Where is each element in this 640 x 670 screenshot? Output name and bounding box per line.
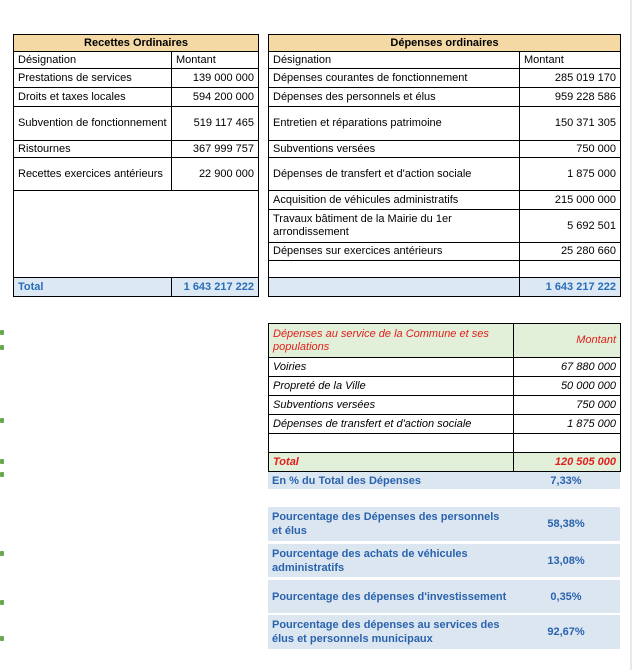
row-value: 367 999 757	[172, 141, 259, 158]
recettes-title: Recettes Ordinaires	[14, 35, 259, 52]
pct-investissement	[268, 580, 620, 613]
row-value: 215 000 000	[520, 191, 621, 210]
pct-personnels-elus	[268, 507, 620, 541]
row-value: 519 117 465	[172, 107, 259, 141]
row-label: Voiries	[269, 358, 514, 377]
row-value: 67 880 000	[514, 358, 621, 377]
row-label: Subventions versées	[269, 396, 514, 415]
pct-label: Pourcentage des Dépenses des personnels et élus	[272, 511, 500, 537]
recettes-col-montant: Montant	[172, 52, 259, 69]
row-label: Propreté de la Ville	[269, 377, 514, 396]
row-value: 959 228 586	[520, 88, 621, 107]
row-label: Dépenses de transfert et d'action sociale	[269, 415, 514, 434]
table-row	[269, 243, 621, 261]
margin-marker	[0, 636, 4, 641]
row-label: Dépenses courantes de fonctionnement	[269, 69, 520, 88]
pct-value: 13,08%	[547, 554, 585, 567]
table-row	[269, 191, 621, 210]
row-label: Acquisition de véhicules administratifs	[269, 191, 520, 210]
margin-marker	[0, 330, 4, 335]
empty-row	[14, 191, 259, 278]
row-label: Dépenses sur exercices antérieurs	[269, 243, 520, 261]
margin-marker	[0, 600, 4, 605]
total-row	[14, 278, 259, 297]
page-edge	[630, 0, 632, 670]
row-label: Prestations de services	[14, 69, 172, 88]
recettes-table	[13, 34, 259, 297]
table-row	[269, 377, 621, 396]
table-row	[269, 210, 621, 243]
margin-marker	[0, 345, 4, 350]
row-label: Travaux bâtiment de la Mairie du 1er arrondissement	[269, 210, 520, 243]
table-row	[269, 141, 621, 158]
row-value: 22 900 000	[172, 158, 259, 191]
table-row	[269, 358, 621, 377]
row-label: Subvention de fonctionnement	[14, 107, 172, 141]
total-value: 1 643 217 222	[520, 278, 621, 297]
pct-value: 0,35%	[550, 590, 582, 603]
total-row	[269, 453, 621, 472]
table-row	[269, 415, 621, 434]
row-value: 750 000	[514, 396, 621, 415]
margin-marker	[0, 418, 4, 423]
row-value: 139 000 000	[172, 69, 259, 88]
table-row	[269, 88, 621, 107]
empty-row	[269, 434, 621, 453]
table-row	[14, 88, 259, 107]
commune-title: Dépenses au service de la Commune et ses populations	[269, 324, 514, 358]
pct-vehicules	[268, 544, 620, 577]
table-row	[14, 69, 259, 88]
depenses-col-designation: Désignation	[269, 52, 520, 69]
row-value: 1 875 000	[520, 158, 621, 191]
pct-elus-personnels	[268, 615, 620, 649]
empty-row	[269, 261, 621, 278]
row-label: Ristournes	[14, 141, 172, 158]
table-row	[269, 69, 621, 88]
pct-value: 92,67%	[547, 626, 585, 638]
pct-value: 58,38%	[547, 518, 585, 530]
row-label: Recettes exercices antérieurs	[14, 158, 172, 191]
pct-total-depenses	[268, 472, 620, 489]
commune-col-montant: Montant	[514, 324, 621, 358]
row-label: Subventions versées	[269, 141, 520, 158]
depenses-col-montant: Montant	[520, 52, 621, 69]
total-value: 1 643 217 222	[172, 278, 259, 297]
pct-value: 7,33%	[550, 474, 582, 487]
total-label: Total	[269, 453, 514, 472]
total-label: Total	[14, 278, 172, 297]
row-value: 5 692 501	[520, 210, 621, 243]
pct-label: Pourcentage des dépenses au services des élus et personnels municipaux	[272, 619, 500, 645]
table-row	[269, 107, 621, 141]
row-value: 25 280 660	[520, 243, 621, 261]
pct-label: En % du Total des Dépenses	[272, 474, 421, 487]
margin-marker	[0, 551, 4, 556]
margin-marker	[0, 459, 4, 464]
row-value: 1 875 000	[514, 415, 621, 434]
row-value: 50 000 000	[514, 377, 621, 396]
pct-label: Pourcentage des dépenses d'investissement	[272, 590, 507, 603]
recettes-col-designation: Désignation	[14, 52, 172, 69]
total-row	[269, 278, 621, 297]
total-value: 120 505 000	[514, 453, 621, 472]
table-row	[14, 141, 259, 158]
row-label: Dépenses des personnels et élus	[269, 88, 520, 107]
row-label: Dépenses de transfert et d'action sociale	[269, 158, 520, 191]
row-value: 285 019 170	[520, 69, 621, 88]
depenses-title: Dépenses ordinaires	[269, 35, 621, 52]
commune-table	[268, 323, 621, 472]
row-value: 594 200 000	[172, 88, 259, 107]
table-row	[14, 158, 259, 191]
depenses-table	[268, 34, 621, 297]
row-label: Entretien et réparations patrimoine	[269, 107, 520, 141]
pct-label: Pourcentage des achats de véhicules administratifs	[272, 547, 468, 574]
table-row	[269, 158, 621, 191]
row-label: Droits et taxes locales	[14, 88, 172, 107]
row-value: 750 000	[520, 141, 621, 158]
table-row	[269, 396, 621, 415]
margin-marker	[0, 472, 4, 477]
row-value: 150 371 305	[520, 107, 621, 141]
table-row	[14, 107, 259, 141]
